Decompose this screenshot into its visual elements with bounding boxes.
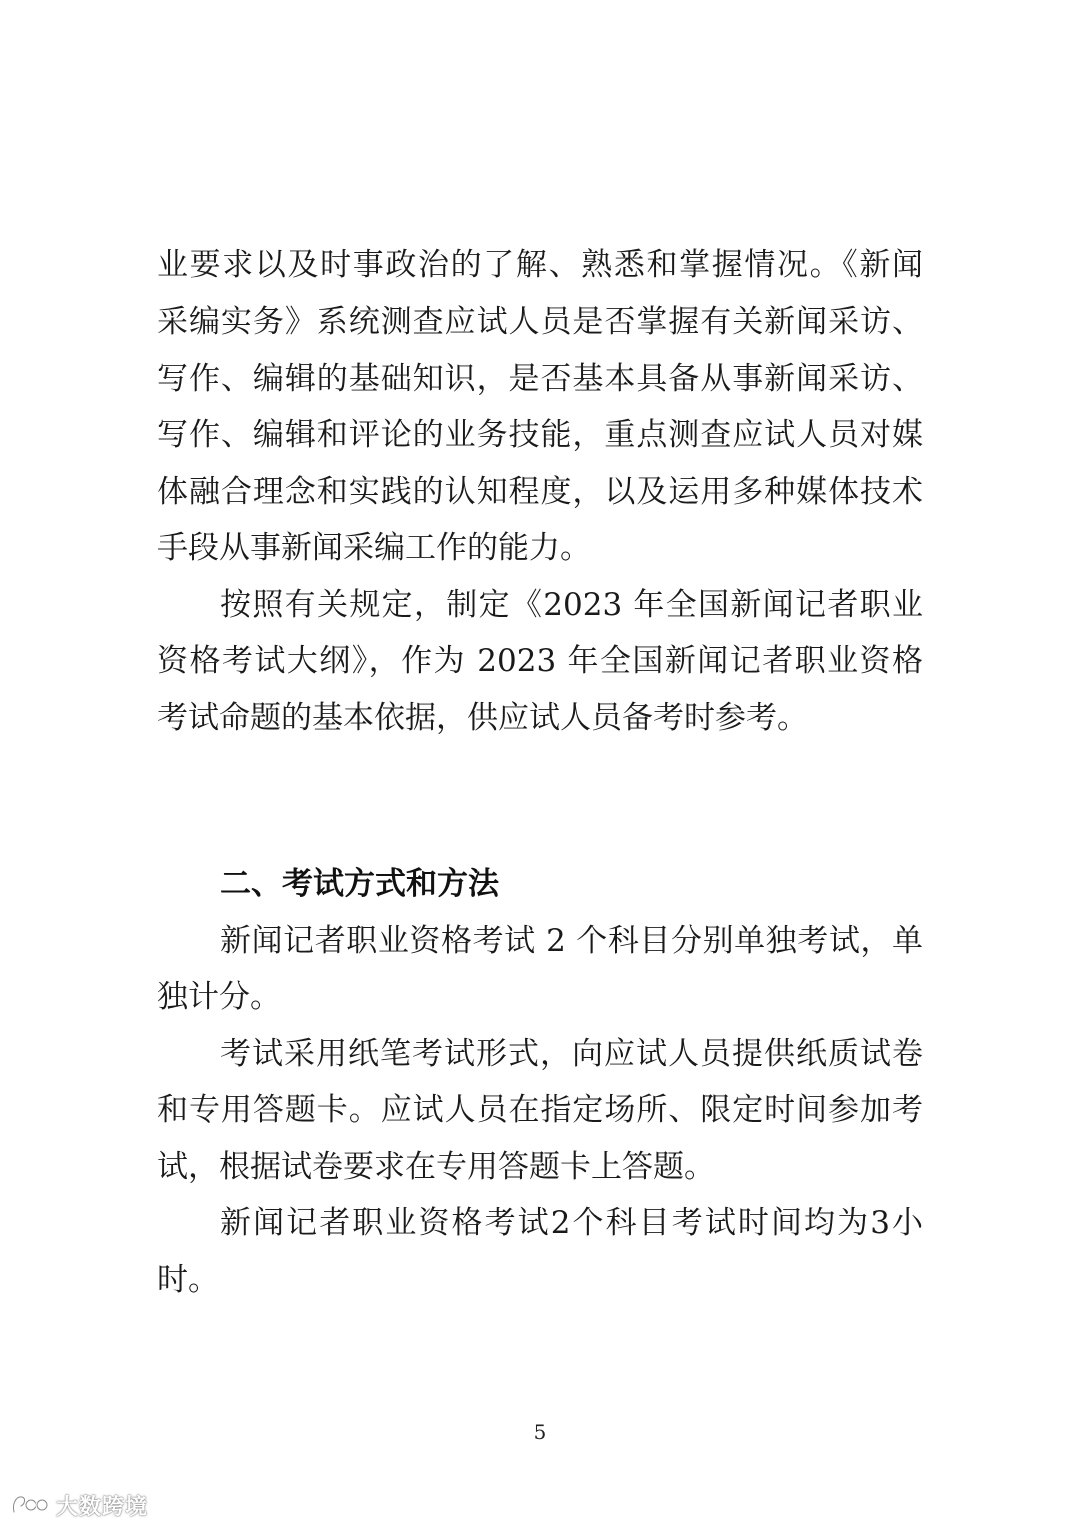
text-line: 新闻记者职业资格考试2个科目考试时间均为3小 [220,1205,923,1241]
text-line: 考试命题的基本依据，供应试人员备考时参考。 [157,700,808,736]
text-line: 写作、编辑和评论的业务技能，重点测查应试人员对媒 [157,417,923,453]
text-line: 写作、编辑的基础知识，是否基本具备从事新闻采访、 [157,361,923,397]
text-line: 和专用答题卡。应试人员在指定场所、限定时间参加考 [157,1092,923,1128]
text-line: 独计分。 [157,979,281,1015]
text-line: 试，根据试卷要求在专用答题卡上答题。 [157,1149,715,1185]
text-line: 新闻记者职业资格考试 2 个科目分别单独考试，单 [220,923,923,959]
watermark [10,1490,148,1520]
text-line: 手段从事新闻采编工作的能力。 [157,530,591,566]
text-line: 业要求以及时事政治的了解、熟悉和掌握情况。《新闻 [157,247,923,283]
section-heading: 二、考试方式和方法 [220,866,499,902]
watermark-text: 大数跨境 [56,1494,149,1520]
text-line: 资格考试大纲》，作为 2023 年全国新闻记者职业资格 [157,643,923,679]
text-line: 采编实务》系统测查应试人员是否掌握有关新闻采访、 [157,304,923,340]
brand-logo-icon [10,1492,50,1518]
text-line: 按照有关规定，制定《2023 年全国新闻记者职业 [220,587,923,623]
text-line: 考试采用纸笔考试形式，向应试人员提供纸质试卷 [220,1036,923,1072]
text-line: 时。 [157,1262,219,1298]
page-number: 5 [533,1420,547,1444]
text-line: 体融合理念和实践的认知程度，以及运用多种媒体技术 [157,474,923,510]
